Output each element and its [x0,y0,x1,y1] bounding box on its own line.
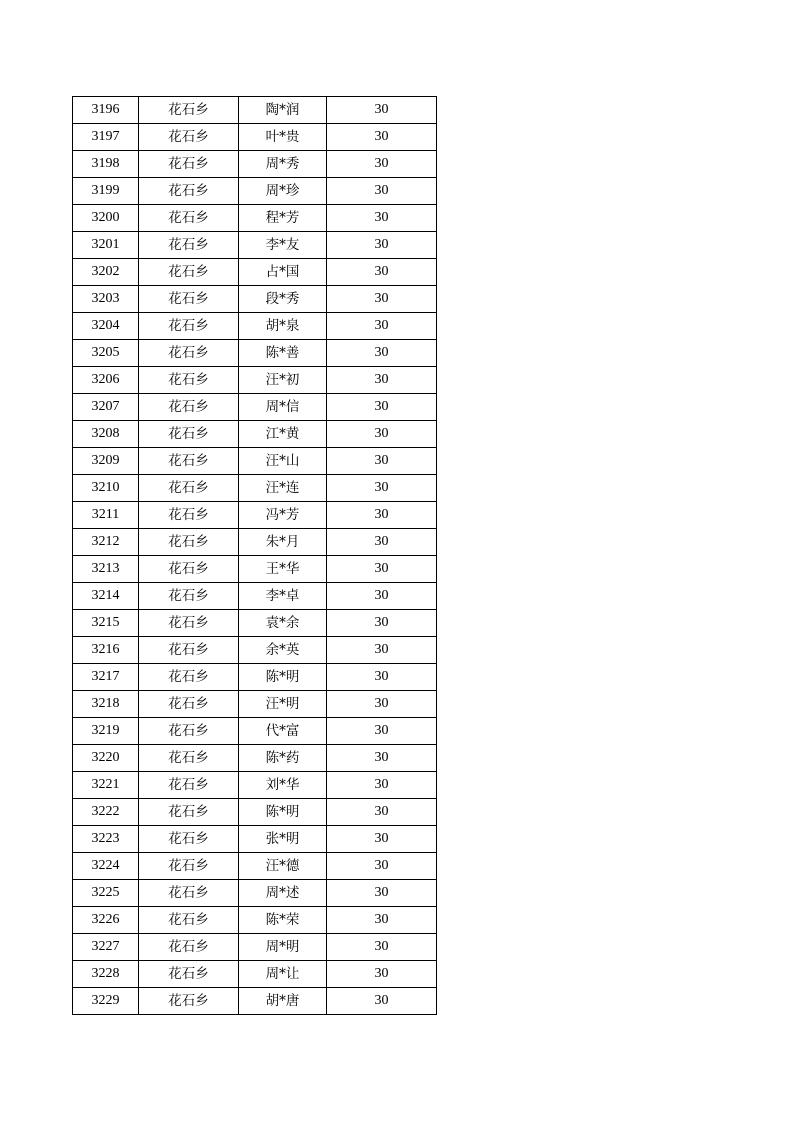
person-name-cell: 陈*善 [239,340,327,367]
row-number-cell: 3204 [73,313,139,340]
row-number-cell: 3206 [73,367,139,394]
table-row [73,124,437,151]
amount-cell: 30 [327,745,437,772]
amount-cell: 30 [327,205,437,232]
amount-cell: 30 [327,934,437,961]
person-name-cell: 汪*山 [239,448,327,475]
table-row [73,556,437,583]
row-number-cell: 3197 [73,124,139,151]
data-table [72,96,437,1015]
township-cell: 花石乡 [139,475,239,502]
amount-cell: 30 [327,799,437,826]
table-row [73,610,437,637]
row-number-cell: 3200 [73,205,139,232]
amount-cell: 30 [327,421,437,448]
person-name-cell: 汪*连 [239,475,327,502]
table-row [73,502,437,529]
person-name-cell: 李*友 [239,232,327,259]
township-cell: 花石乡 [139,259,239,286]
row-number-cell: 3219 [73,718,139,745]
township-cell: 花石乡 [139,556,239,583]
amount-cell: 30 [327,988,437,1015]
township-cell: 花石乡 [139,286,239,313]
table-body [73,97,437,1015]
person-name-cell: 张*明 [239,826,327,853]
township-cell: 花石乡 [139,313,239,340]
row-number-cell: 3227 [73,934,139,961]
amount-cell: 30 [327,259,437,286]
township-cell: 花石乡 [139,124,239,151]
table-row [73,907,437,934]
table-row [73,286,437,313]
table-row [73,826,437,853]
amount-cell: 30 [327,367,437,394]
row-number-cell: 3224 [73,853,139,880]
table-row [73,961,437,988]
amount-cell: 30 [327,853,437,880]
row-number-cell: 3210 [73,475,139,502]
table-row [73,205,437,232]
row-number-cell: 3217 [73,664,139,691]
table-row [73,151,437,178]
row-number-cell: 3222 [73,799,139,826]
township-cell: 花石乡 [139,718,239,745]
table-row [73,421,437,448]
amount-cell: 30 [327,178,437,205]
township-cell: 花石乡 [139,988,239,1015]
row-number-cell: 3207 [73,394,139,421]
township-cell: 花石乡 [139,178,239,205]
person-name-cell: 代*富 [239,718,327,745]
township-cell: 花石乡 [139,394,239,421]
township-cell: 花石乡 [139,664,239,691]
township-cell: 花石乡 [139,529,239,556]
row-number-cell: 3216 [73,637,139,664]
row-number-cell: 3209 [73,448,139,475]
row-number-cell: 3215 [73,610,139,637]
person-name-cell: 程*芳 [239,205,327,232]
township-cell: 花石乡 [139,232,239,259]
table-row [73,97,437,124]
table-row [73,313,437,340]
township-cell: 花石乡 [139,637,239,664]
table-row [73,691,437,718]
person-name-cell: 余*英 [239,637,327,664]
amount-cell: 30 [327,610,437,637]
person-name-cell: 汪*初 [239,367,327,394]
person-name-cell: 占*国 [239,259,327,286]
amount-cell: 30 [327,448,437,475]
amount-cell: 30 [327,691,437,718]
amount-cell: 30 [327,286,437,313]
person-name-cell: 周*珍 [239,178,327,205]
amount-cell: 30 [327,826,437,853]
table-row [73,799,437,826]
row-number-cell: 3201 [73,232,139,259]
table-row [73,178,437,205]
amount-cell: 30 [327,97,437,124]
table-row [73,529,437,556]
amount-cell: 30 [327,556,437,583]
amount-cell: 30 [327,664,437,691]
row-number-cell: 3198 [73,151,139,178]
person-name-cell: 周*述 [239,880,327,907]
table-row [73,745,437,772]
table-row [73,664,437,691]
township-cell: 花石乡 [139,961,239,988]
row-number-cell: 3196 [73,97,139,124]
table-row [73,394,437,421]
table-row [73,718,437,745]
table-row [73,772,437,799]
table-row [73,475,437,502]
table-row [73,259,437,286]
township-cell: 花石乡 [139,448,239,475]
table-row [73,880,437,907]
person-name-cell: 叶*贵 [239,124,327,151]
township-cell: 花石乡 [139,421,239,448]
township-cell: 花石乡 [139,151,239,178]
amount-cell: 30 [327,232,437,259]
township-cell: 花石乡 [139,934,239,961]
amount-cell: 30 [327,124,437,151]
table-row [73,988,437,1015]
amount-cell: 30 [327,718,437,745]
table-row [73,637,437,664]
person-name-cell: 陈*荣 [239,907,327,934]
row-number-cell: 3205 [73,340,139,367]
amount-cell: 30 [327,772,437,799]
person-name-cell: 周*信 [239,394,327,421]
row-number-cell: 3228 [73,961,139,988]
row-number-cell: 3211 [73,502,139,529]
township-cell: 花石乡 [139,367,239,394]
row-number-cell: 3213 [73,556,139,583]
row-number-cell: 3214 [73,583,139,610]
person-name-cell: 袁*余 [239,610,327,637]
township-cell: 花石乡 [139,826,239,853]
township-cell: 花石乡 [139,799,239,826]
township-cell: 花石乡 [139,853,239,880]
table-row [73,340,437,367]
row-number-cell: 3221 [73,772,139,799]
table-row [73,448,437,475]
table-row [73,232,437,259]
row-number-cell: 3225 [73,880,139,907]
table-row [73,583,437,610]
person-name-cell: 段*秀 [239,286,327,313]
table-row [73,934,437,961]
township-cell: 花石乡 [139,745,239,772]
row-number-cell: 3203 [73,286,139,313]
row-number-cell: 3212 [73,529,139,556]
township-cell: 花石乡 [139,610,239,637]
person-name-cell: 江*黄 [239,421,327,448]
township-cell: 花石乡 [139,772,239,799]
row-number-cell: 3220 [73,745,139,772]
amount-cell: 30 [327,529,437,556]
amount-cell: 30 [327,340,437,367]
person-name-cell: 汪*明 [239,691,327,718]
person-name-cell: 李*卓 [239,583,327,610]
amount-cell: 30 [327,394,437,421]
person-name-cell: 汪*德 [239,853,327,880]
amount-cell: 30 [327,583,437,610]
township-cell: 花石乡 [139,907,239,934]
amount-cell: 30 [327,961,437,988]
township-cell: 花石乡 [139,97,239,124]
person-name-cell: 周*秀 [239,151,327,178]
table-row [73,853,437,880]
township-cell: 花石乡 [139,502,239,529]
amount-cell: 30 [327,637,437,664]
person-name-cell: 冯*芳 [239,502,327,529]
row-number-cell: 3218 [73,691,139,718]
person-name-cell: 周*明 [239,934,327,961]
person-name-cell: 胡*泉 [239,313,327,340]
person-name-cell: 陈*明 [239,799,327,826]
person-name-cell: 胡*唐 [239,988,327,1015]
person-name-cell: 陶*润 [239,97,327,124]
amount-cell: 30 [327,907,437,934]
township-cell: 花石乡 [139,691,239,718]
row-number-cell: 3226 [73,907,139,934]
row-number-cell: 3223 [73,826,139,853]
amount-cell: 30 [327,475,437,502]
row-number-cell: 3208 [73,421,139,448]
person-name-cell: 陈*药 [239,745,327,772]
amount-cell: 30 [327,151,437,178]
person-name-cell: 陈*明 [239,664,327,691]
table-row [73,367,437,394]
row-number-cell: 3202 [73,259,139,286]
amount-cell: 30 [327,880,437,907]
row-number-cell: 3229 [73,988,139,1015]
person-name-cell: 刘*华 [239,772,327,799]
row-number-cell: 3199 [73,178,139,205]
township-cell: 花石乡 [139,583,239,610]
amount-cell: 30 [327,502,437,529]
amount-cell: 30 [327,313,437,340]
township-cell: 花石乡 [139,880,239,907]
township-cell: 花石乡 [139,205,239,232]
township-cell: 花石乡 [139,340,239,367]
person-name-cell: 朱*月 [239,529,327,556]
person-name-cell: 王*华 [239,556,327,583]
person-name-cell: 周*让 [239,961,327,988]
